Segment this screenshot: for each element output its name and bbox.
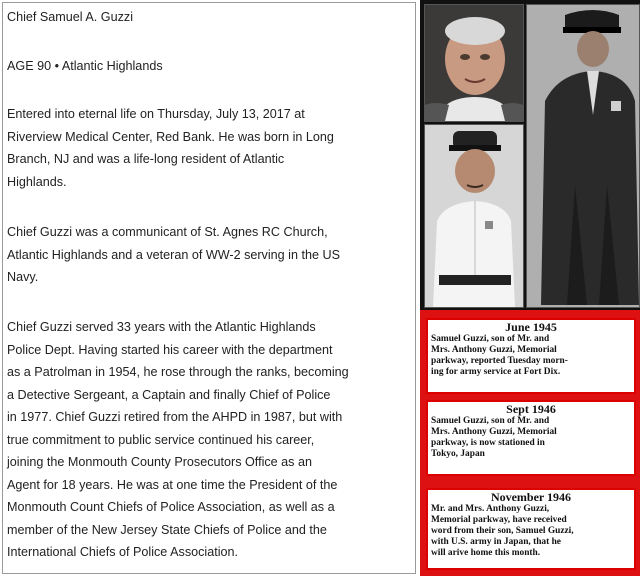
text-line: as a Patrolman in 1954, he rose through the ranks, becoming (7, 365, 349, 379)
text-line: International Chiefs of Police Association. (7, 545, 239, 559)
text-line: Atlantic Highlands and a veteran of WW-2 serving in the US (7, 247, 340, 262)
clipping-line: Samuel Guzzi, son of Mr. and (431, 416, 550, 426)
clipping-heading: Sept 1946 (506, 402, 556, 416)
obituary-paragraph-1 (7, 103, 411, 193)
clipping-line: parkway, is now stationed in (431, 438, 545, 448)
clipping-heading: June 1945 (505, 320, 557, 334)
clipping-body (428, 504, 634, 559)
text-line: member of the New Jersey State Chiefs of Police and the (7, 522, 327, 537)
obituary-name: Chief Samuel A. Guzzi (7, 10, 133, 24)
text-line: joining the Monmouth County Prosecutors Office as an (7, 455, 312, 469)
clipping-line: Mrs. Anthony Guzzi, Memorial (431, 345, 557, 355)
text-line: Police Dept. Having started his career with the department (7, 342, 333, 357)
clipping-line: Mrs. Anthony Guzzi, Memorial (431, 427, 557, 437)
clipping-body (428, 334, 634, 378)
photo-officer-standing (526, 4, 640, 308)
text-line: Branch, NJ and was a life-long resident of Atlantic (7, 152, 285, 166)
officer-young-icon (425, 125, 523, 307)
clipping-heading: November 1946 (490, 490, 572, 504)
text-line: Chief Guzzi was a communicant of St. Agnes RC Church, (7, 225, 328, 239)
clipping-november-1946 (426, 488, 636, 570)
clipping-line: Samuel Guzzi, son of Mr. and (431, 334, 550, 344)
obituary-paragraph-3 (7, 316, 411, 564)
clipping-line: parkway, reported Tuesday morn- (431, 356, 568, 366)
clipping-line: Tokyo, Japan (431, 449, 485, 459)
officer-standing-icon (527, 5, 639, 307)
obituary-age-line: AGE 90 • Atlantic Highlands (7, 59, 163, 73)
portrait-photo-officer-young (424, 124, 524, 308)
text-line: Navy. (7, 270, 39, 284)
clipping-line: ing for army service at Fort Dix. (431, 367, 561, 377)
text-line: Entered into eternal life on Thursday, July 13, 2017 at (7, 107, 305, 121)
clipping-line: Memorial parkway, have received (431, 515, 567, 525)
text-line: Monmouth Count Chiefs of Police Association, as well as a (7, 500, 335, 514)
text-line: Chief Guzzi served 33 years with the Atlantic Highlands (7, 320, 316, 334)
text-line: Agent for 18 years. He was at one time the President of the (7, 477, 338, 492)
obituary-text-panel (2, 2, 416, 574)
text-line: in 1977. Chief Guzzi retired from the AHPD in 1987, but with (7, 410, 343, 424)
clipping-line: will arive home this month. (431, 548, 541, 558)
text-line: Riverview Medical Center, Red Bank. He was born in Long (7, 129, 334, 144)
portrait-photo-elder (424, 4, 524, 122)
clipping-line: Mr. and Mrs. Anthony Guzzi, (431, 504, 550, 514)
obituary-paragraph-2 (7, 221, 411, 289)
clipping-line: with U.S. army in Japan, that he (431, 537, 561, 547)
text-line: a Detective Sergeant, a Captain and finally Chief of Police (7, 387, 331, 402)
clipping-june-1945 (426, 318, 636, 394)
clipping-body (428, 416, 634, 460)
clipping-sept-1946 (426, 400, 636, 476)
portrait-elder-icon (425, 5, 523, 121)
text-line: true commitment to public service continued his career, (7, 432, 315, 447)
clipping-line: word from their son, Samuel Guzzi, (431, 526, 574, 536)
text-line: Highlands. (7, 174, 67, 189)
